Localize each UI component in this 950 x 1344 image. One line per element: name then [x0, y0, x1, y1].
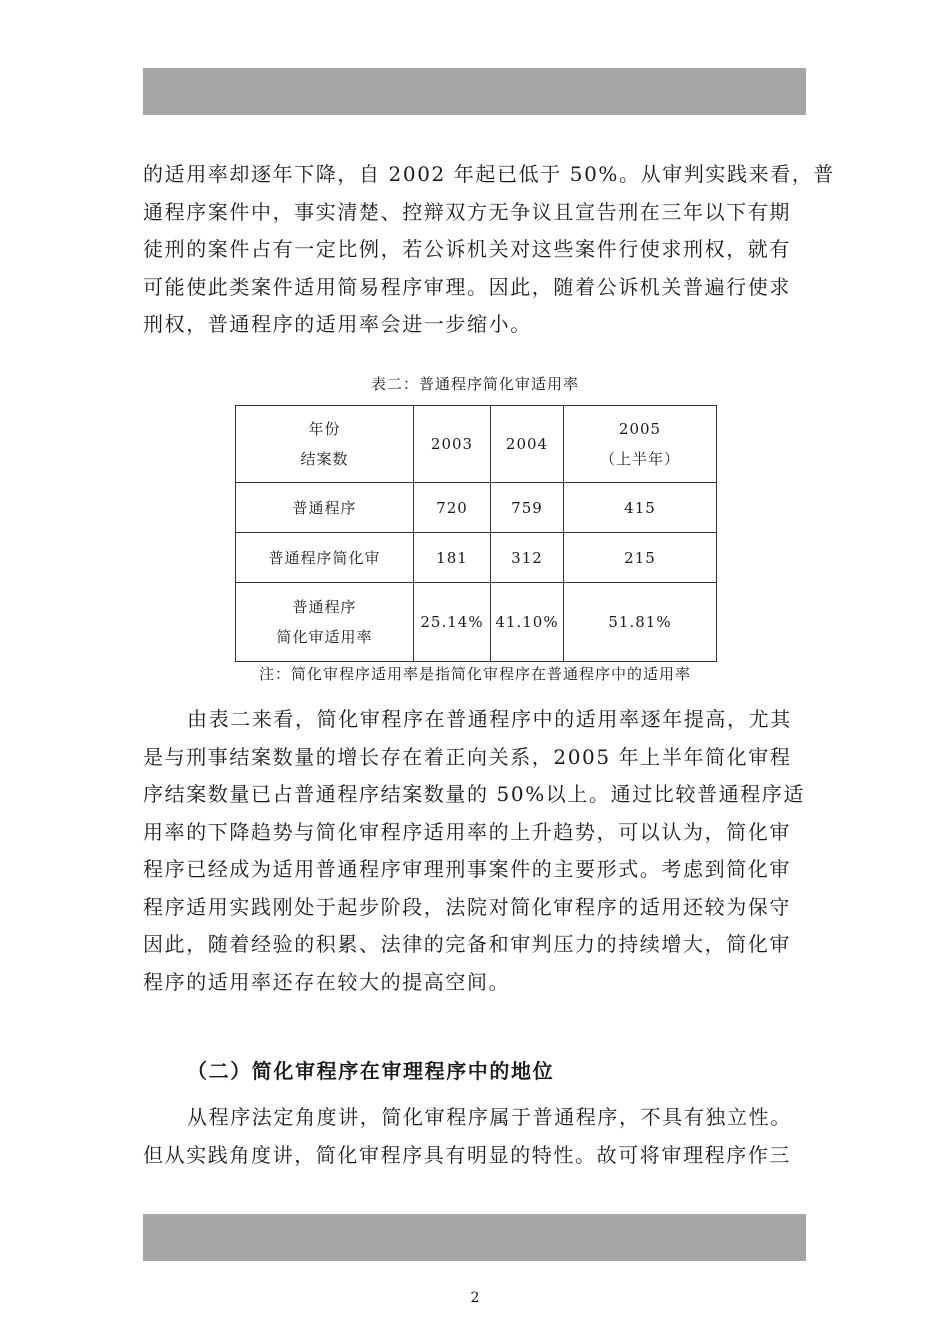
- header-year-label: 年份: [308, 420, 341, 438]
- table-row: [236, 483, 717, 533]
- text-line: 由表二来看，简化审程序在普通程序中的适用率逐年提高，尤其: [187, 707, 792, 731]
- table-cell: 415: [564, 483, 717, 533]
- table-row: [236, 533, 717, 583]
- text-line: 通程序案件中，事实清楚、控辩双方无争议且宣告刑在三年以下有期: [143, 199, 791, 224]
- text-line: 但从实践角度讲，简化审程序具有明显的特性。故可将审理程序作三: [143, 1142, 791, 1167]
- text-line: 程序适用实践刚处于起步阶段，法院对简化审程序的适用还较为保守: [143, 894, 791, 919]
- text-line: 序结案数量已占普通程序结案数量的 50%以上。通过比较普通程序适: [143, 782, 806, 806]
- paragraph-1: [143, 156, 836, 344]
- text-line: 从程序法定角度讲，简化审程序属于普通程序，不具有独立性。: [187, 1105, 792, 1129]
- table-cell: 181: [414, 533, 491, 583]
- table-cell: 25.14%: [414, 583, 491, 662]
- header-corner-cell: [236, 406, 414, 483]
- table-note: 注：简化审程序适用率是指简化审程序在普通程序中的适用率: [258, 665, 691, 683]
- text-line: 刑权，普通程序的适用率会进一步缩小。: [143, 312, 532, 336]
- header-year-note: （上半年）: [599, 450, 680, 468]
- table-cell: 51.81%: [564, 583, 717, 662]
- row-label-line: 简化审适用率: [276, 628, 373, 646]
- table-cell: 720: [414, 483, 491, 533]
- header-year-cell: [564, 406, 717, 483]
- data-table: [235, 405, 717, 662]
- header-count-label: 结案数: [300, 450, 349, 468]
- section-heading: （二）简化审程序在审理程序中的地位: [187, 1059, 555, 1083]
- row-label-cell: 普通程序简化审: [236, 533, 414, 583]
- table-cell: 312: [491, 533, 564, 583]
- header-year-value: 2005: [618, 420, 662, 438]
- header-band: [143, 68, 806, 115]
- text-line: 徒刑的案件占有一定比例，若公诉机关对这些案件行使求刑权，就有: [143, 237, 791, 261]
- header-year-cell: 2003: [414, 406, 491, 483]
- header-year-cell: 2004: [491, 406, 564, 483]
- text-line: 的适用率却逐年下降，自 2002 年起已低于 50%。从审判实践来看，普: [143, 162, 836, 186]
- text-line: 是与刑事结案数量的增长存在着正向关系，2005 年上半年简化审程: [143, 744, 792, 769]
- table-title: 表二：普通程序简化审适用率: [370, 375, 579, 393]
- table-cell: 759: [491, 483, 564, 533]
- table-cell: 41.10%: [491, 583, 564, 662]
- text-line: 可能使此类案件适用简易程序审理。因此，随着公诉机关普遍行使求: [143, 274, 791, 299]
- text-line: 程序的适用率还存在较大的提高空间。: [143, 969, 511, 994]
- row-label-cell: 普通程序: [236, 483, 414, 533]
- paragraph-2: [143, 701, 806, 1001]
- text-line: 因此，随着经验的积累、法律的完备和审判压力的持续增大，简化审: [143, 932, 791, 956]
- row-label-cell: [236, 583, 414, 662]
- table-row: [236, 583, 717, 662]
- text-line: 用率的下降趋势与简化审程序适用率的上升趋势，可以认为，简化审: [143, 819, 791, 844]
- table-cell: 215: [564, 533, 717, 583]
- footer-band: [143, 1214, 806, 1261]
- row-label-line: 普通程序: [292, 598, 357, 616]
- page-number: 2: [470, 1290, 480, 1306]
- text-line: 程序已经成为适用普通程序审理刑事案件的主要形式。考虑到简化审: [143, 857, 791, 881]
- paragraph-3: [143, 1099, 806, 1174]
- table-header-row: [236, 406, 717, 483]
